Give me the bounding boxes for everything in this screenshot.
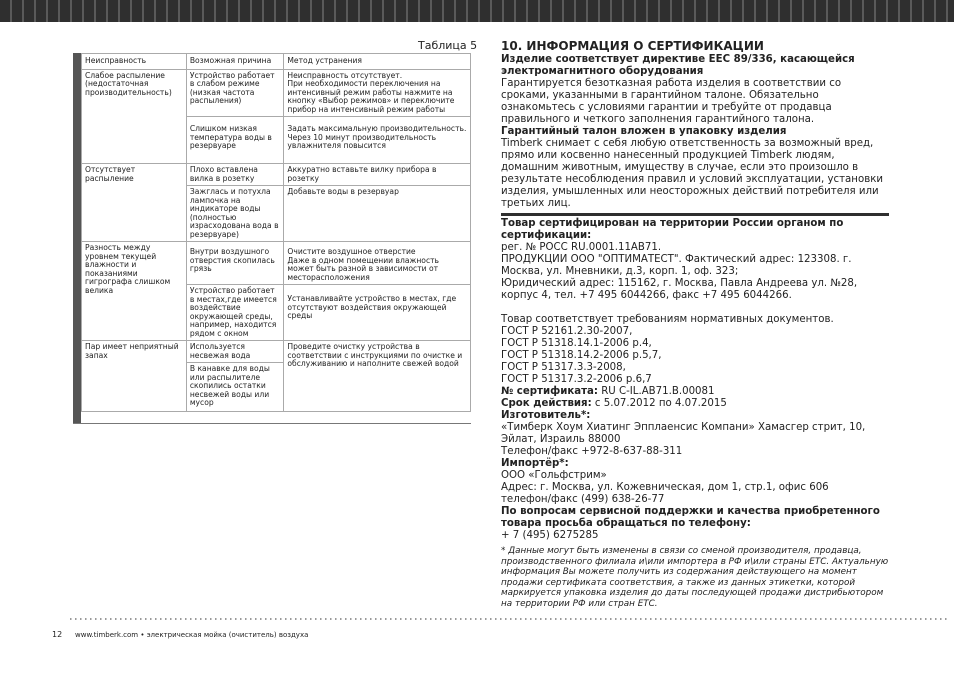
section-separator xyxy=(501,213,889,216)
importer-phone: телефон/факс (499) 638-26-77 xyxy=(501,494,665,505)
emc-directive-title: Изделие соответствует директиве EEC 89/336, касающейся электромагнитного оборудования xyxy=(501,54,855,77)
cert-number-label: № сертификата: xyxy=(501,386,598,397)
certificate-number xyxy=(501,386,889,398)
problem-cell: Слабое распыление (недостаточная производительность) xyxy=(82,69,187,164)
certification-section xyxy=(501,40,889,542)
standard-item: ГОСТ Р 51318.14.1-2006 р.4, xyxy=(501,338,652,349)
table-row xyxy=(82,341,471,363)
cause-cell: Зажглась и потухла лампочка на индикаторе воды (полностью израсходована вода в резервуаре) xyxy=(186,186,284,242)
problem-cell: Отсутствует распыление xyxy=(82,164,187,242)
standard-item: ГОСТ Р 51317.3.3-2008, xyxy=(501,362,626,373)
guarantee-coupon-title: Гарантийный талон вложен в упаковку изделия xyxy=(501,126,787,137)
table-row xyxy=(82,242,471,285)
cert-body-reg: рег. № РОСС RU.0001.11АВ71. xyxy=(501,242,662,253)
manufacturer-text: «Тимберк Хоум Хиатинг Эпплаенсис Компани» Хамасгер стрит, 10, Эйлат, Израиль 88000 xyxy=(501,422,866,445)
page-number: 12 xyxy=(52,630,63,639)
cause-cell: Устройство работает в местах,где имеется воздействие окружающей среды, например, находится рядом с окном xyxy=(186,285,284,341)
cause-cell: Устройство работает в слабом режиме (низкая частота распыления) xyxy=(186,69,284,117)
cause-cell: Плохо вставлена вилка в розетку xyxy=(186,164,284,186)
top-decorative-bar xyxy=(0,0,954,22)
method-cell: Аккуратно вставьте вилку прибора в розетку xyxy=(284,164,471,186)
table-row xyxy=(82,69,471,117)
validity-label: Срок действия: xyxy=(501,398,592,409)
problem-cell: Пар имеет неприятный запах xyxy=(82,341,187,412)
footnote: * Данные могут быть изменены в связи со сменой производителя, продавца, производственного филиала и\или импортера в РФ и\или страны ЕТС. Актуальную информация Вы можете получить из содержания действующего на момент продажи сертификата соответствия, а также из данных этикетки, которой маркируется упаковка изделия до даты последующей продажи дистрибьютором на территории РФ или стран ЕТС. xyxy=(501,546,889,609)
validity-value: с 5.07.2012 по 4.07.2015 xyxy=(591,398,727,409)
table-caption: Таблица 5 xyxy=(418,39,478,52)
manufacturer-label: Изготовитель*: xyxy=(501,410,591,421)
troubleshooting-table xyxy=(81,53,471,412)
support-phone: + 7 (495) 6275285 xyxy=(501,530,599,541)
cause-cell: Используется несвежая вода xyxy=(186,341,284,363)
problem-cell: Разность между уровнем текущей влажности и показаниями гигрографа слишком велика xyxy=(82,242,187,341)
standard-item: ГОСТ Р 52161.2.30-2007, xyxy=(501,326,633,337)
table-row xyxy=(82,164,471,186)
validity-period xyxy=(501,398,889,410)
importer-address: Адрес: г. Москва, ул. Кожевническая, дом 1, стр.1, офис 606 xyxy=(501,482,829,493)
table-header-row xyxy=(82,54,471,70)
footer-text: www.timberk.com • электрическая мойка (очиститель) воздуха xyxy=(75,631,309,639)
method-cell: Устанавливайте устройство в местах, где отсутствуют воздействия окружающей среды xyxy=(284,285,471,341)
cert-body-legal-address: Юридический адрес: 115162, г. Москва, Павла Андреева ул. №28, корпус 4, тел. +7 495 6044266, факс +7 495 6044266. xyxy=(501,278,858,301)
guarantee-text: Гарантируется безотказная работа изделия в соответствии со сроками, указанными в гарантийном талоне. Обязательно ознакомьтесь с условиями гарантии и требуйте от продавца правильного и четкого заполнения гарантийного талона. xyxy=(501,78,842,125)
table-left-accent-bar xyxy=(73,53,81,424)
standard-item: ГОСТ Р 51318.14.2-2006 р.5,7, xyxy=(501,350,662,361)
method-cell: Очистите воздушное отверстие Даже в одном помещении влажность может быть разной в зависимости от месторасположения xyxy=(284,242,471,285)
importer-label: Импортёр*: xyxy=(501,458,569,469)
cause-cell: Слишком низкая температура воды в резервуаре xyxy=(186,117,284,164)
section-heading: 10. ИНФОРМАЦИЯ О СЕРТИФИКАЦИИ xyxy=(501,39,764,53)
cert-body-actual-address: ПРОДУКЦИИ ООО "ОПТИМАТЕСТ". Фактический адрес: 123308. г. Москва, ул. Мневники, д.3, корп. 1, оф. 323; xyxy=(501,254,852,277)
importer-name: ООО «Гольфстрим» xyxy=(501,470,607,481)
method-cell: Задать максимальную производительность. Через 10 минут производительность увлажнителя повысится xyxy=(284,117,471,164)
method-cell: Неисправность отсутствует. При необходимости переключения на интенсивный режим работы нажмите на кнопку «Выбор режимов» и переключите прибор на интенсивный режим работы xyxy=(284,69,471,117)
spacer xyxy=(501,302,889,314)
method-cell: Добавьте воды в резервуар xyxy=(284,186,471,242)
cause-cell: В канавке для воды или распылителе скопились остатки несвежей воды или мусор xyxy=(186,363,284,412)
footer-dotted-divider xyxy=(70,618,950,620)
header-cause: Возможная причина xyxy=(186,54,284,70)
cert-body-title: Товар сертифицирован на территории России органом по сертификации: xyxy=(501,218,844,241)
standard-item: ГОСТ Р 51317.3.2-2006 р.6,7 xyxy=(501,374,652,385)
manufacturer-phone: Телефон/факс +972-8-637-88-311 xyxy=(501,446,683,457)
cert-number-value: RU C-IL.АВ71.В.00081 xyxy=(597,386,715,397)
table-bottom-line xyxy=(73,423,471,424)
method-cell: Проведите очистку устройства в соответствии с инструкциями по очистке и обслуживанию и наполните свежей водой xyxy=(284,341,471,412)
support-title: По вопросам сервисной поддержки и качества приобретенного товара просьба обращаться по телефону: xyxy=(501,506,880,529)
standards-intro: Товар соответствует требованиям нормативных документов. xyxy=(501,314,834,325)
header-problem: Неисправность xyxy=(82,54,187,70)
liability-text: Timberk снимает с себя любую ответственность за возможный вред, прямо или косвенно нанесенный продукцией Timberk людям, домашним животным, имуществу в случае, если это произошло в результате несоблюдения правил и условий эксплуатации, установки изделия, умышленных или неосторожных действий потребителя или третьих лиц. xyxy=(501,138,883,209)
cause-cell: Внутри воздушного отверстия скопилась грязь xyxy=(186,242,284,285)
header-method: Метод устранения xyxy=(284,54,471,70)
